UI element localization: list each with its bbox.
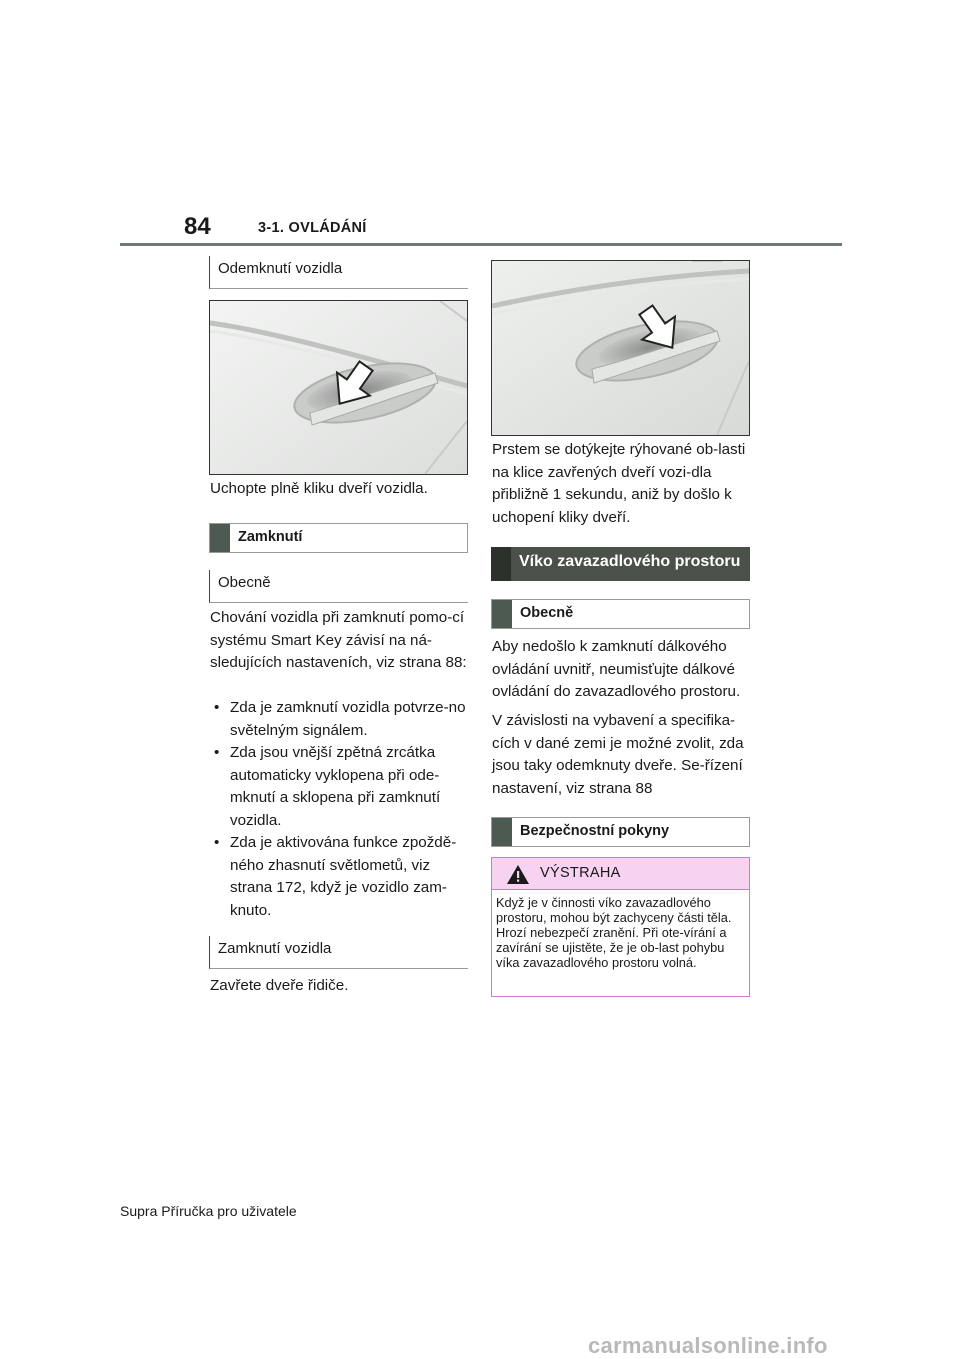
heading-bar: [491, 547, 511, 581]
heading-bar: [492, 600, 512, 628]
trunk-general-text-1: Aby nedošlo k zamknutí dálkového ovládání uvnitř, neumisťujte dálkové ovládání do zavazadlového prostoru.: [492, 638, 741, 700]
lock-vehicle-text: Zavřete dveře řidiče.: [210, 977, 349, 994]
lock-settings-list: [210, 697, 472, 922]
trunk-general-heading: Obecně: [491, 599, 750, 629]
lock-section-heading: Zamknutí: [209, 523, 468, 553]
door-handle-touch-image: [491, 260, 750, 436]
lock-vehicle-heading: Zamknutí vozidla: [209, 936, 468, 969]
list-item: • Zda je zamknutí vozidla potvrze-no světelným signálem.: [210, 697, 472, 742]
lock-general-heading: Obecně: [209, 570, 468, 603]
watermark: carmanualsonline.info: [588, 1333, 828, 1358]
warning-text: Když je v činnosti víko zavazadlového prostoru, mohou být zachyceny části těla. Hrozí nebezpečí zranění. Při ote-vírání a zavírání se ujistěte, že je ob-last pohybu víka zavazadlového prostoru volná.: [496, 895, 732, 970]
footer-text: Supra Příručka pro uživatele: [120, 1203, 297, 1219]
unlock-caption: Uchopte plně kliku dveří vozidla.: [210, 480, 428, 497]
warning-title: VÝSTRAHA: [540, 865, 621, 881]
warning-header: [492, 858, 749, 890]
list-item: • Zda jsou vnější zpětná zrcátka automaticky vyklopena při ode-mknutí a sklopena při zamknutí vozidla.: [210, 742, 472, 832]
page-number: 84: [184, 213, 211, 240]
door-handle-grip-image: [209, 300, 468, 475]
warning-box: [491, 857, 750, 997]
chapter-title: 3-1. OVLÁDÁNÍ: [258, 220, 367, 236]
heading-bar: [210, 524, 230, 552]
header-rule: [120, 243, 842, 246]
safety-heading: Bezpečnostní pokyny: [491, 817, 750, 847]
touch-caption: Prstem se dotýkejte rýhované ob-lasti na klice zavřených dveří vozi-dla přibližně 1 sekundu, aniž by došlo k uchopení kliky dveří.: [492, 441, 746, 526]
list-item: • Zda je aktivována funkce zpoždě-ného zhasnutí světlometů, viz strana 172, když je vozidlo zam-knuto.: [210, 832, 472, 922]
unlock-heading: Odemknutí vozidla: [209, 256, 468, 289]
warning-triangle-icon: [506, 864, 530, 885]
heading-bar: [492, 818, 512, 846]
lock-general-text: Chování vozidla při zamknutí pomo-cí systému Smart Key závisí na ná-sledujících nastaveních, viz strana 88:: [210, 609, 467, 671]
trunk-section-heading: Víko zavazadlového prostoru: [491, 547, 750, 581]
trunk-general-text-2: V závislosti na vybavení a specifika-cích v dané zemi je možné zvolit, zda jsou taky odemknuty dveře. Se-řízení nastavení, viz strana 88: [492, 712, 744, 797]
